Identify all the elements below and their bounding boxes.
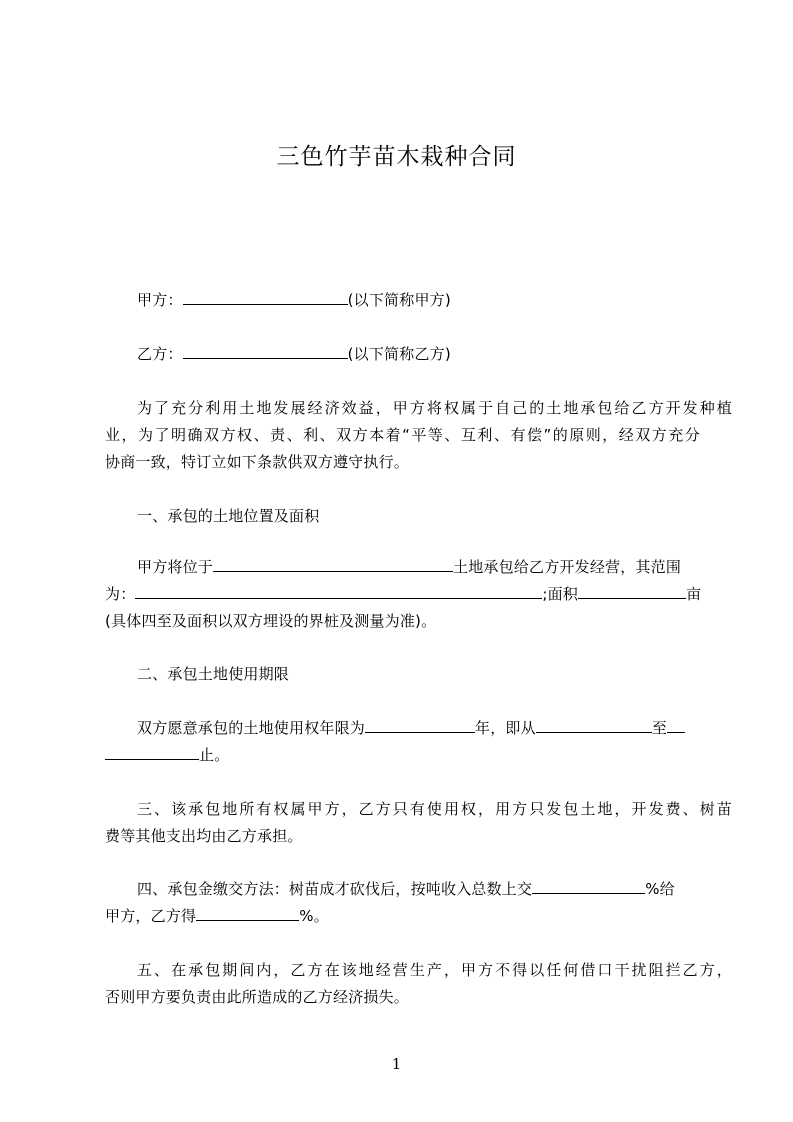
section-2-heading: 二、承包土地使用期限 (137, 665, 290, 683)
s2-end-suffix: 止。 (199, 746, 230, 764)
section-1-line-2 (105, 583, 700, 605)
section-3-line-1: 三、该承包地所有权属甲方，乙方只有使用权，用方只发包土地，开发费、树苗 (137, 800, 732, 818)
term-end-blank-part-2[interactable] (105, 744, 199, 760)
s1-area-unit: 亩 (686, 585, 702, 603)
s2-to-label: 至 (651, 719, 668, 737)
party-a-label: 甲方： (137, 291, 183, 309)
land-area-blank[interactable] (578, 583, 686, 599)
section-4-line-2 (105, 905, 700, 927)
section-2-line-2 (105, 744, 700, 766)
s1-location-prefix: 甲方将位于 (137, 558, 214, 576)
s1-area-label: ;面积 (542, 585, 579, 603)
s4-payment-text: 四、承包金缴交方法：树苗成才砍伐后，按吨收入总数上交 (137, 880, 533, 898)
section-1-line-1 (105, 556, 732, 578)
s2-from-label: 年，即从 (475, 719, 536, 737)
party-a-line (105, 289, 732, 311)
intro-line-1: 为了充分利用土地发展经济效益，甲方将权属于自己的土地承包给乙方开发种植 (137, 399, 732, 417)
contract-title: 三色竹芋苗木栽种合同 (276, 144, 517, 170)
land-scope-blank[interactable] (135, 583, 542, 599)
s1-scope-prefix: 为： (105, 585, 136, 603)
party-b-percent-blank[interactable] (196, 905, 299, 921)
s4-percent-to-a: %给 (645, 880, 675, 898)
section-1-heading: 一、承包的土地位置及面积 (137, 507, 320, 525)
intro-line-2: 业，为了明确双方权、责、利、双方本着“平等、互利、有偿”的原则，经双方充分 (105, 426, 700, 444)
section-1-line-3: (具体四至及面积以双方埋设的界桩及测量为准)。 (105, 612, 437, 630)
section-3-line-2: 费等其他支出均由乙方承担。 (105, 827, 303, 845)
party-b-suffix: (以下简称乙方) (347, 345, 451, 363)
party-b-blank[interactable] (183, 343, 348, 359)
party-a-blank[interactable] (183, 289, 348, 305)
land-location-blank[interactable] (213, 556, 453, 572)
s4-party-b-share-text: 甲方，乙方得 (105, 907, 197, 925)
party-b-line (105, 343, 732, 365)
page-number: 1 (391, 1055, 402, 1073)
party-a-suffix: (以下简称甲方) (347, 291, 451, 309)
party-a-percent-blank[interactable] (532, 878, 645, 894)
section-5-line-2: 否则甲方要负责由此所造成的乙方经济损失。 (105, 988, 410, 1006)
section-4-line-1 (105, 878, 732, 900)
term-start-blank[interactable] (536, 717, 652, 733)
s4-percent-suffix: %。 (299, 907, 329, 925)
s2-term-prefix: 双方愿意承包的土地使用权年限为 (137, 719, 366, 737)
intro-line-3: 协商一致，特订立如下条款供双方遵守执行。 (105, 453, 410, 471)
party-b-label: 乙方： (137, 345, 183, 363)
section-5-line-1: 五、在承包期间内，乙方在该地经营生产，甲方不得以任何借口干扰阻拦乙方， (137, 961, 732, 979)
term-years-blank[interactable] (365, 717, 475, 733)
section-2-line-1 (105, 717, 732, 739)
term-end-blank-part-1[interactable] (667, 717, 685, 733)
s1-location-suffix: 土地承包给乙方开发经营，其范围 (453, 558, 682, 576)
